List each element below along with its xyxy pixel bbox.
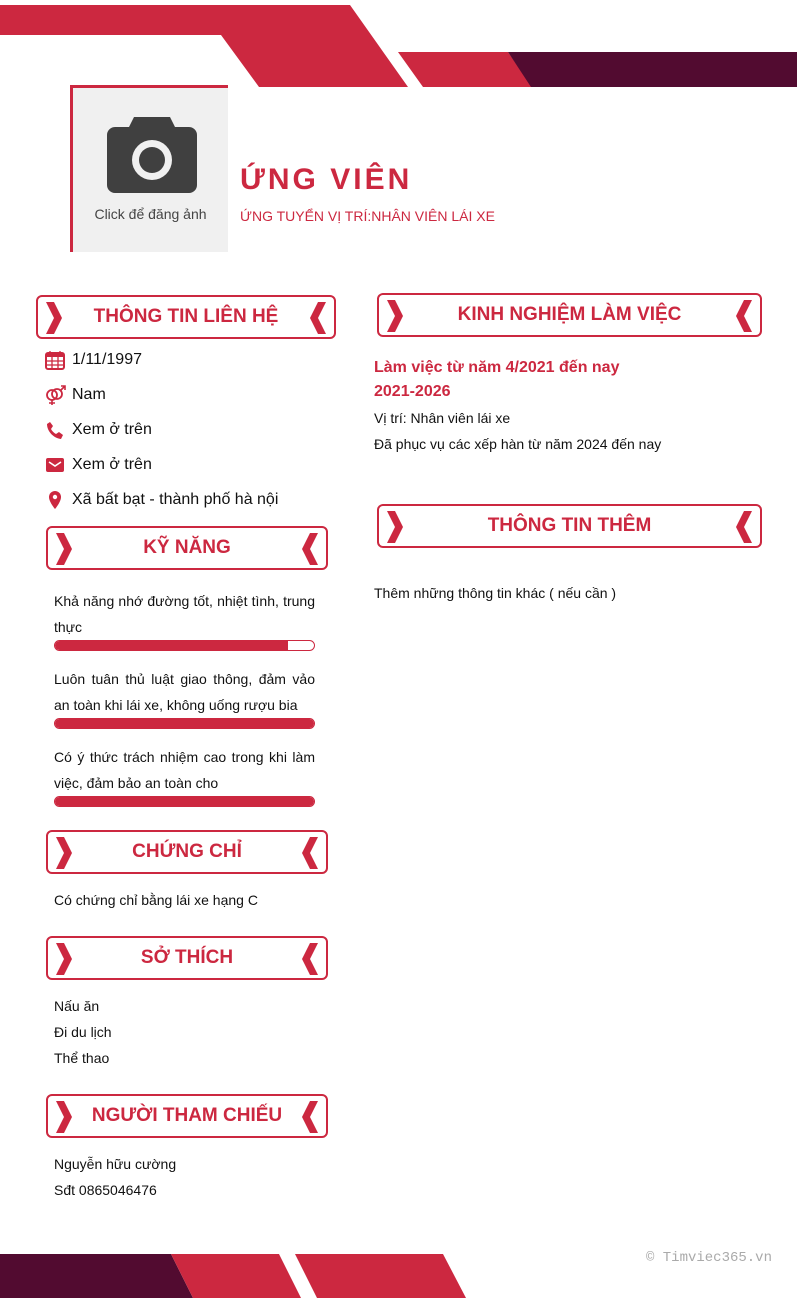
- section-heading-skills: [46, 526, 328, 570]
- chevron-right-icon: [385, 299, 405, 333]
- chevron-right-icon: [54, 532, 74, 566]
- heading-text: THÔNG TIN LIÊN HỆ: [93, 306, 279, 327]
- heading-text: SỞ THÍCH: [140, 947, 234, 968]
- copyright: © Timviec365.vn: [645, 1250, 772, 1266]
- skill-bar: [54, 640, 315, 651]
- phone-icon: [44, 420, 66, 440]
- certificate-text: Có chứng chỉ bằng lái xe hạng C: [54, 892, 258, 908]
- contact-value: Xem ở trên: [72, 421, 152, 438]
- section-heading-hobbies: [46, 936, 328, 980]
- gender-icon: [44, 385, 66, 405]
- heading-text: CHỨNG CHỈ: [132, 841, 242, 862]
- location-icon: [44, 490, 66, 510]
- skill-bar-fill: [55, 719, 314, 728]
- experience-description: Đã phục vụ các xếp hàn từ năm 2024 đến nay: [374, 436, 662, 452]
- section-heading-certificates: [46, 830, 328, 874]
- email-icon: [44, 455, 66, 475]
- reference-item: Sđt 0865046476: [54, 1182, 157, 1198]
- photo-upload[interactable]: [70, 85, 228, 252]
- section-heading-references: [46, 1094, 328, 1138]
- chevron-right-icon: [44, 301, 64, 335]
- chevron-right-icon: [54, 836, 74, 870]
- contact-phone: [44, 418, 344, 442]
- section-heading-experience: [377, 293, 762, 337]
- camera-icon: [106, 113, 198, 201]
- heading-text: THÔNG TIN THÊM: [487, 515, 652, 536]
- heading-text: KINH NGHIỆM LÀM VIỆC: [457, 304, 682, 325]
- applied-position: ỨNG TUYỂN VỊ TRÍ:NHÂN VIÊN LÁI XE: [240, 208, 495, 224]
- contact-email: [44, 453, 344, 477]
- heading-text: NGƯỜI THAM CHIẾU: [91, 1105, 283, 1126]
- contact-birthdate: [44, 348, 344, 372]
- experience-years: 2021-2026: [374, 383, 451, 400]
- experience-role: Vị trí: Nhân viên lái xe: [374, 410, 511, 426]
- chevron-left-icon: [300, 1100, 320, 1134]
- heading-text: KỸ NĂNG: [143, 537, 231, 558]
- hobby-item: Đi du lịch: [54, 1024, 112, 1040]
- chevron-left-icon: [300, 942, 320, 976]
- extra-text: Thêm những thông tin khác ( nếu cần ): [374, 585, 617, 601]
- chevron-left-icon: [308, 301, 328, 335]
- skill-name: Luôn tuân thủ luật giao thông, đảm vảo an toàn khi lái xe, không uống rượu bia: [54, 671, 315, 713]
- section-heading-extra: [377, 504, 762, 548]
- contact-address: [44, 488, 344, 512]
- chevron-left-icon: [734, 510, 754, 544]
- hobby-item: Nấu ăn: [54, 998, 100, 1014]
- skill-bar-fill: [55, 641, 288, 650]
- photo-label: Click để đăng ảnh: [94, 206, 207, 222]
- chevron-right-icon: [54, 942, 74, 976]
- contact-gender: [44, 383, 344, 407]
- skill-name: Có ý thức trách nhiệm cao trong khi làm việc, đảm bảo an toàn cho: [54, 749, 315, 791]
- contact-value: 1/11/1997: [72, 351, 142, 368]
- contact-value: Nam: [72, 386, 106, 403]
- calendar-icon: [44, 350, 66, 370]
- experience-period: Làm việc từ năm 4/2021 đến nay: [374, 359, 620, 376]
- candidate-name: ỨNG VIÊN: [240, 163, 413, 196]
- chevron-right-icon: [385, 510, 405, 544]
- skill-bar-fill: [55, 797, 314, 806]
- chevron-left-icon: [300, 532, 320, 566]
- section-heading-contact: [36, 295, 336, 339]
- skill-bar: [54, 718, 315, 729]
- chevron-left-icon: [300, 836, 320, 870]
- contact-value: Xã bất bạt - thành phố hà nội: [72, 491, 279, 508]
- hobby-item: Thể thao: [54, 1050, 110, 1066]
- chevron-right-icon: [54, 1100, 74, 1134]
- skill-bar: [54, 796, 315, 807]
- skill-name: Khả năng nhớ đường tốt, nhiệt tình, trung thực: [54, 593, 315, 635]
- contact-value: Xem ở trên: [72, 456, 152, 473]
- reference-item: Nguyễn hữu cường: [54, 1156, 177, 1172]
- chevron-left-icon: [734, 299, 754, 333]
